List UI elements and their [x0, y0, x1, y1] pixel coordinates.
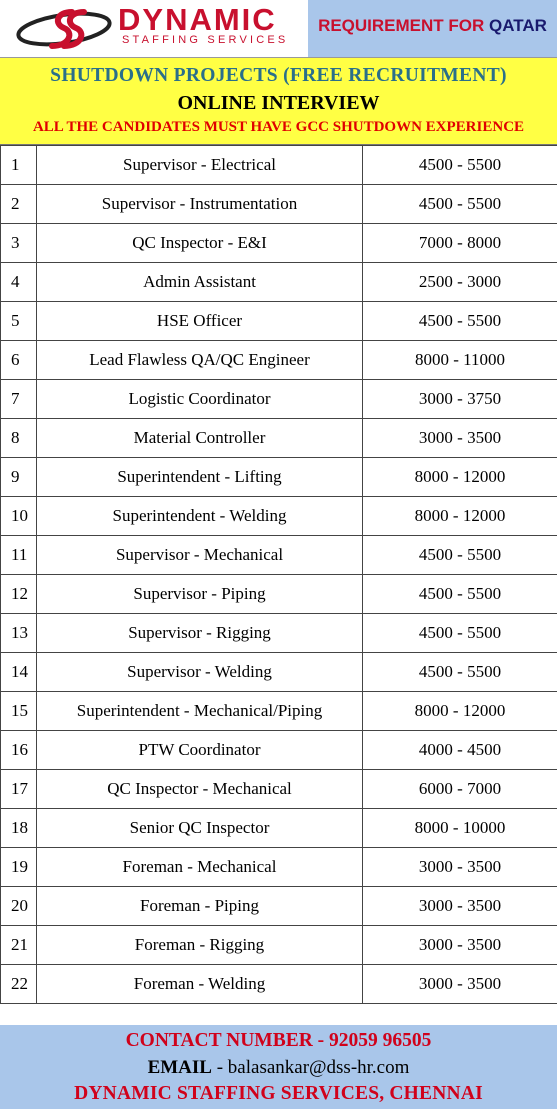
requirement-box [308, 0, 557, 57]
job-title: Supervisor - Piping [37, 575, 363, 614]
job-salary: 3000 - 3500 [363, 848, 557, 887]
job-title: Lead Flawless QA/QC Engineer [37, 341, 363, 380]
job-title: Foreman - Rigging [37, 926, 363, 965]
job-title: Superintendent - Lifting [37, 458, 363, 497]
job-title: Superintendent - Welding [37, 497, 363, 536]
table-row [1, 263, 557, 302]
table-row [1, 224, 557, 263]
job-number: 2 [1, 185, 37, 224]
table-row [1, 146, 557, 185]
job-title: Material Controller [37, 419, 363, 458]
job-title: Supervisor - Welding [37, 653, 363, 692]
job-salary: 8000 - 12000 [363, 692, 557, 731]
job-number: 22 [1, 965, 37, 1004]
table-row [1, 302, 557, 341]
job-number: 20 [1, 887, 37, 926]
job-number: 7 [1, 380, 37, 419]
requirement-label: REQUIREMENT FOR [318, 16, 490, 35]
table-row [1, 653, 557, 692]
banner-interview-line: ONLINE INTERVIEW [177, 92, 380, 114]
job-number: 11 [1, 536, 37, 575]
job-title: Foreman - Welding [37, 965, 363, 1004]
email-label: EMAIL [147, 1057, 212, 1078]
banner-requirement-line: ALL THE CANDIDATES MUST HAVE GCC SHUTDOWN EXPERIENCE [32, 119, 525, 135]
table-row [1, 380, 557, 419]
job-title: Supervisor - Electrical [37, 146, 363, 185]
requirement-heading [308, 16, 557, 36]
job-number: 3 [1, 224, 37, 263]
job-number: 13 [1, 614, 37, 653]
job-salary: 4000 - 4500 [363, 731, 557, 770]
job-title: Foreman - Mechanical [37, 848, 363, 887]
job-title: Admin Assistant [37, 263, 363, 302]
table-row [1, 809, 557, 848]
job-table [0, 145, 557, 1004]
company-logo [0, 0, 308, 57]
job-number: 9 [1, 458, 37, 497]
email-value[interactable]: - balasankar@dss-hr.com [211, 1057, 410, 1078]
job-title: Superintendent - Mechanical/Piping [37, 692, 363, 731]
job-number: 16 [1, 731, 37, 770]
job-salary: 7000 - 8000 [363, 224, 557, 263]
job-title: Supervisor - Rigging [37, 614, 363, 653]
job-salary: 4500 - 5500 [363, 146, 557, 185]
job-number: 15 [1, 692, 37, 731]
job-salary: 4500 - 5500 [363, 302, 557, 341]
table-row [1, 848, 557, 887]
job-salary: 2500 - 3000 [363, 263, 557, 302]
table-row [1, 692, 557, 731]
job-salary: 4500 - 5500 [363, 575, 557, 614]
job-number: 21 [1, 926, 37, 965]
requirement-country: QATAR [489, 16, 547, 35]
job-title: QC Inspector - Mechanical [37, 770, 363, 809]
company-name: DYNAMIC STAFFING SERVICES, CHENNAI [74, 1083, 483, 1104]
job-title: Supervisor - Instrumentation [37, 185, 363, 224]
job-number: 18 [1, 809, 37, 848]
table-row [1, 458, 557, 497]
job-salary: 3000 - 3750 [363, 380, 557, 419]
contact-email [0, 1057, 557, 1079]
announcement-banner [0, 57, 557, 145]
table-row [1, 185, 557, 224]
job-title: HSE Officer [37, 302, 363, 341]
job-number: 17 [1, 770, 37, 809]
job-number: 12 [1, 575, 37, 614]
job-number: 14 [1, 653, 37, 692]
logo-name: DYNAMIC [118, 2, 277, 37]
job-salary: 8000 - 11000 [363, 341, 557, 380]
table-row [1, 965, 557, 1004]
job-title: PTW Coordinator [37, 731, 363, 770]
job-salary: 4500 - 5500 [363, 653, 557, 692]
table-row [1, 419, 557, 458]
job-salary: 8000 - 12000 [363, 458, 557, 497]
job-salary: 3000 - 3500 [363, 887, 557, 926]
job-salary: 3000 - 3500 [363, 965, 557, 1004]
job-number: 19 [1, 848, 37, 887]
job-title: Senior QC Inspector [37, 809, 363, 848]
banner-project-line: SHUTDOWN PROJECTS (FREE RECRUITMENT) [50, 65, 507, 86]
header [0, 0, 557, 57]
table-row [1, 731, 557, 770]
job-salary: 8000 - 10000 [363, 809, 557, 848]
job-number: 5 [1, 302, 37, 341]
job-title: Supervisor - Mechanical [37, 536, 363, 575]
contact-footer [0, 1025, 557, 1109]
table-row [1, 497, 557, 536]
job-number: 1 [1, 146, 37, 185]
table-row [1, 536, 557, 575]
job-title: Logistic Coordinator [37, 380, 363, 419]
job-salary: 8000 - 12000 [363, 497, 557, 536]
logo-subtitle: STAFFING SERVICES [122, 34, 289, 46]
job-table-body [1, 146, 557, 1004]
job-number: 4 [1, 263, 37, 302]
job-number: 8 [1, 419, 37, 458]
table-row [1, 926, 557, 965]
job-number: 6 [1, 341, 37, 380]
job-salary: 6000 - 7000 [363, 770, 557, 809]
table-row [1, 614, 557, 653]
job-number: 10 [1, 497, 37, 536]
table-row [1, 770, 557, 809]
ds-logo-mark-icon [14, 6, 114, 52]
job-salary: 3000 - 3500 [363, 419, 557, 458]
job-salary: 4500 - 5500 [363, 536, 557, 575]
job-salary: 4500 - 5500 [363, 185, 557, 224]
table-row [1, 887, 557, 926]
table-row [1, 341, 557, 380]
contact-number: CONTACT NUMBER - 92059 96505 [125, 1030, 432, 1051]
job-title: Foreman - Piping [37, 887, 363, 926]
table-row [1, 575, 557, 614]
job-salary: 3000 - 3500 [363, 926, 557, 965]
job-salary: 4500 - 5500 [363, 614, 557, 653]
job-title: QC Inspector - E&I [37, 224, 363, 263]
